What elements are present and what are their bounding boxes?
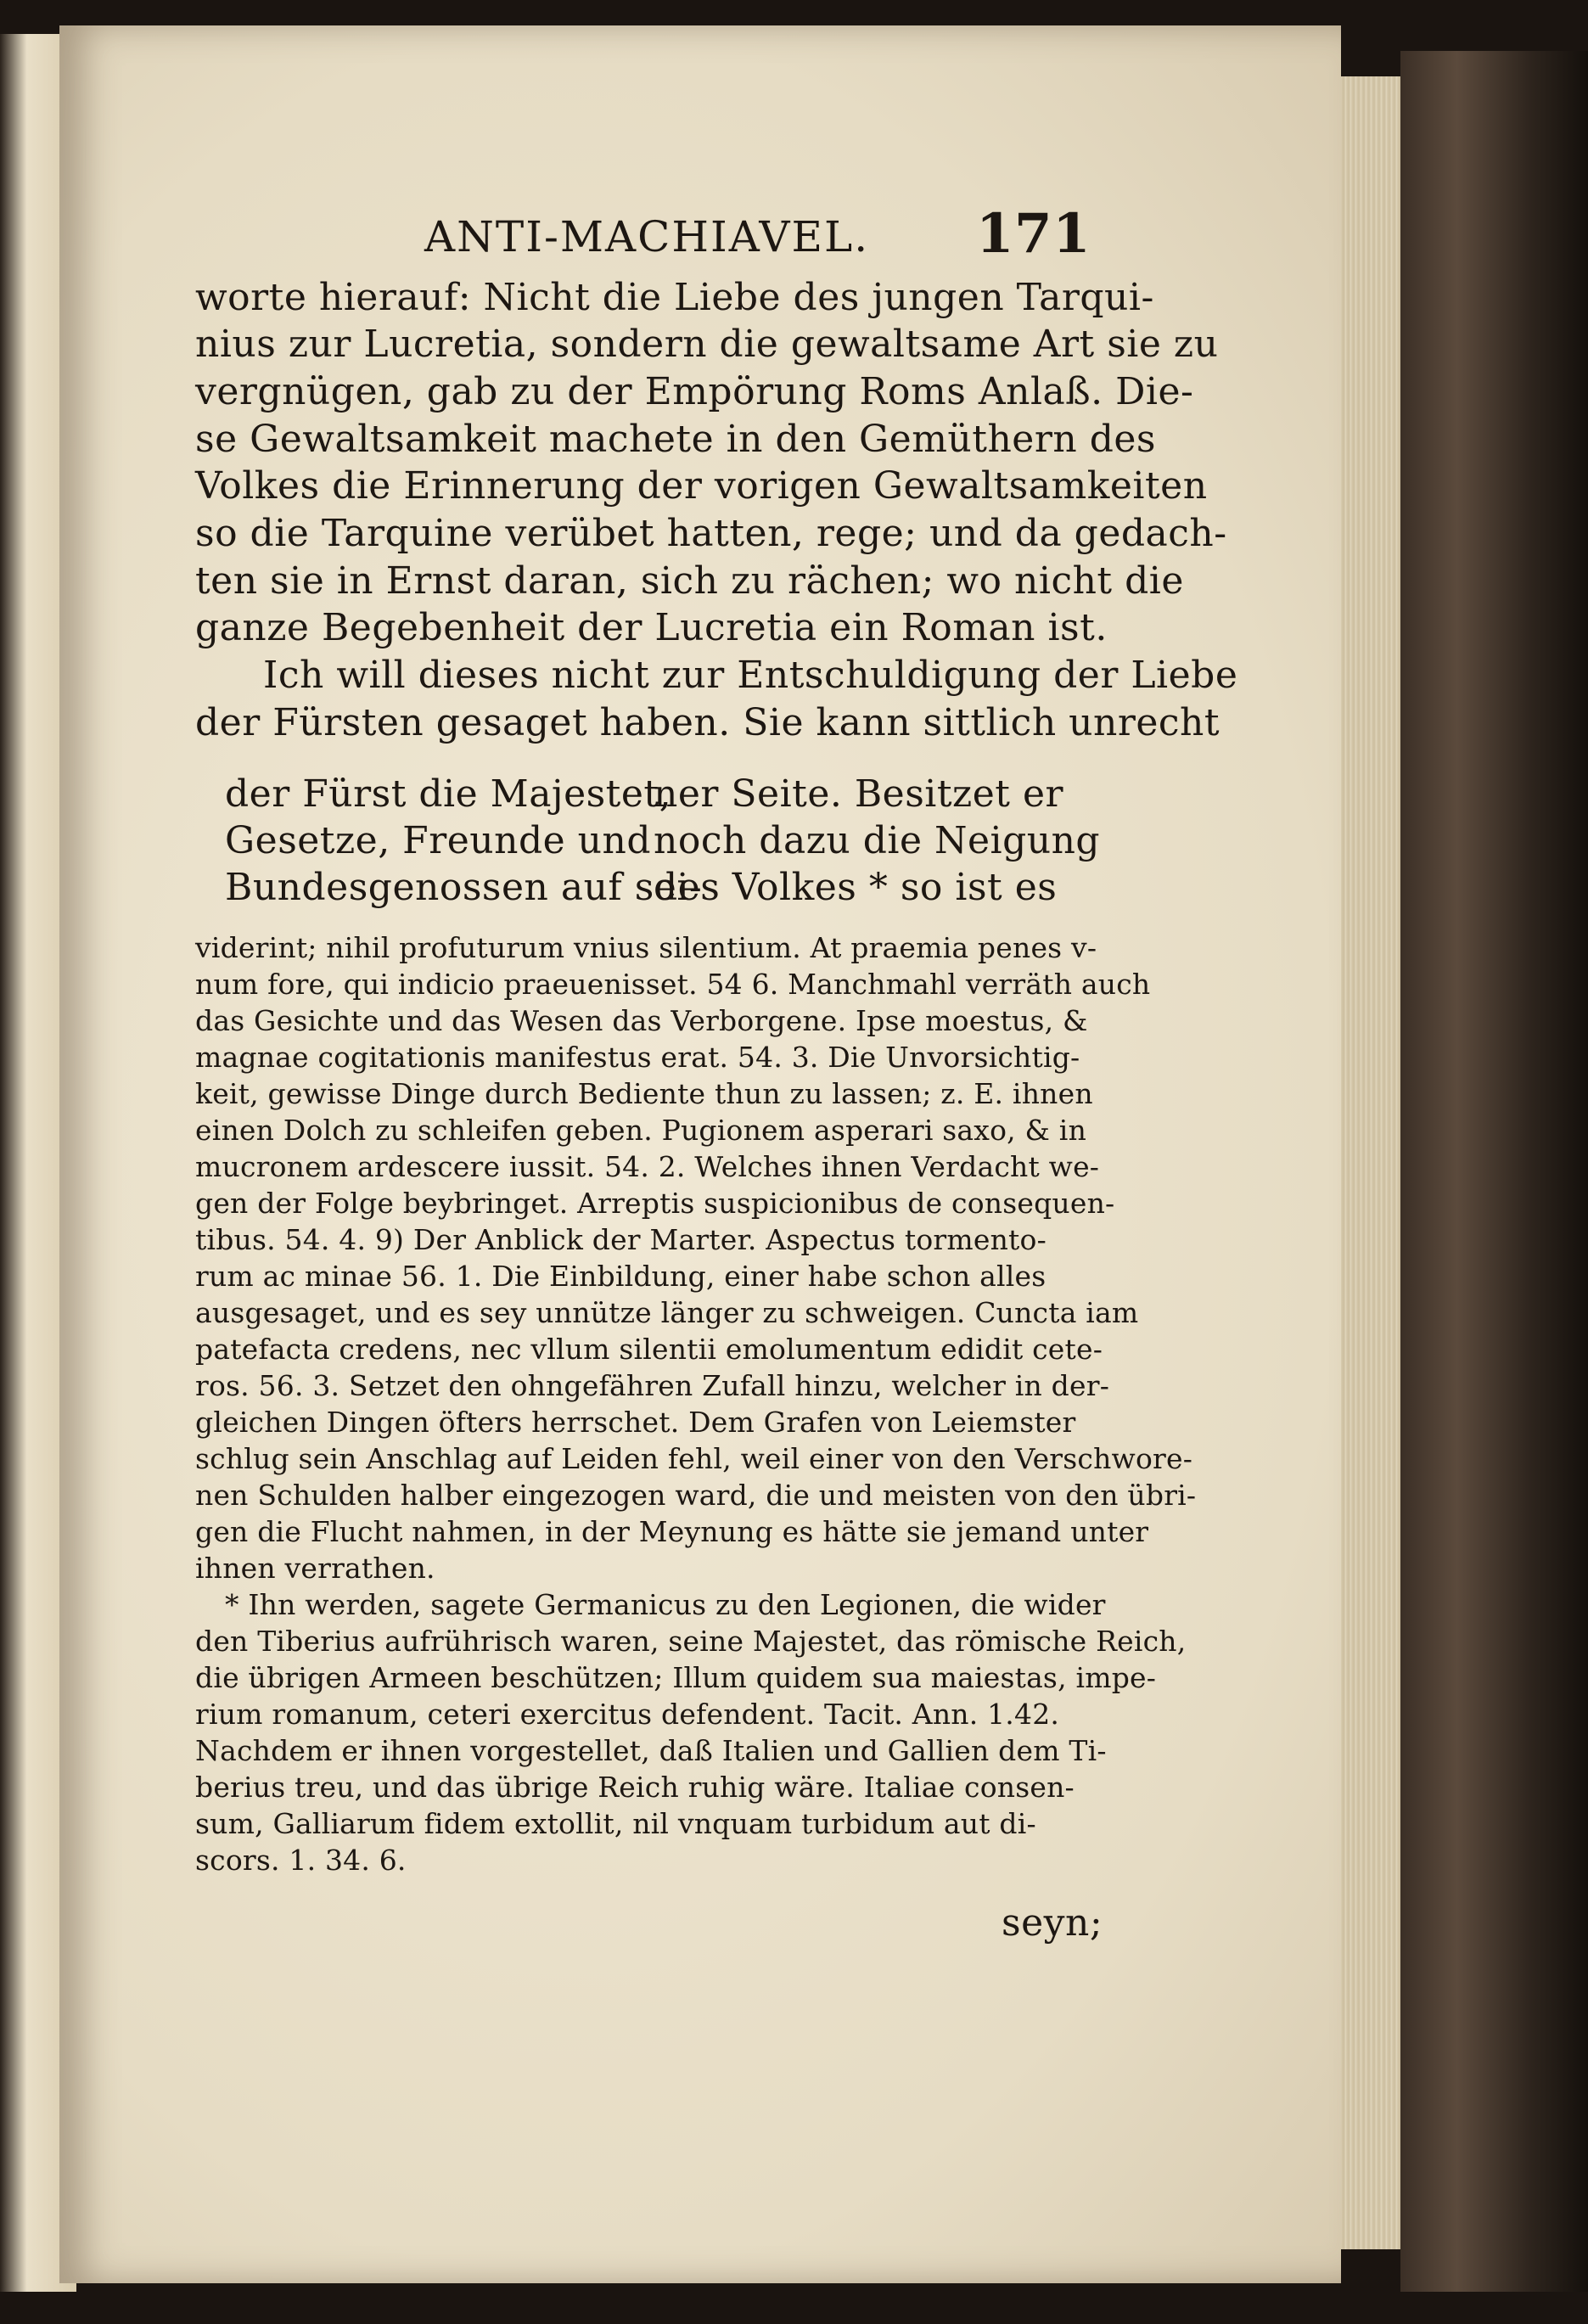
note-line: tibus. 54. 4. 9) Der Anblick der Marter. Aspectus tormento- <box>195 1223 1047 1256</box>
note-line: ihnen verrathen. <box>195 1552 435 1585</box>
page-number: 171 <box>976 202 1091 266</box>
note-line: ausgesaget, und es sey unnütze länger zu schweigen. Cuncta iam <box>195 1296 1139 1329</box>
note-line: berius treu, und das übrige Reich ruhig wäre. Italiae consen- <box>195 1771 1075 1804</box>
note-line: gen der Folge beybringet. Arreptis suspicionibus de consequen- <box>195 1187 1115 1220</box>
body-line: Volkes die Erinnerung der vorigen Gewaltsamkeiten <box>195 464 1208 508</box>
note-line: schlug sein Anschlag auf Leiden fehl, weil einer von den Verschwore- <box>195 1442 1193 1475</box>
body-line: nius zur Lucretia, sondern die gewaltsame Art sie zu <box>195 323 1219 366</box>
body-line: der Fürsten gesaget haben. Sie kann sittlich unrecht <box>195 701 1220 744</box>
body-line: Ich will dieses nicht zur Entschuldigung der Liebe <box>263 654 1238 697</box>
note-line: den Tiberius aufrührisch waren, seine Majestet, das römische Reich, <box>195 1625 1187 1658</box>
note-line: * Ihn werden, sagete Germanicus zu den Legionen, die wider <box>225 1588 1106 1621</box>
body-line: se Gewaltsamkeit machete in den Gemüthern des <box>195 418 1156 461</box>
note-line: keit, gewisse Dinge durch Bediente thun zu lassen; z. E. ihnen <box>195 1077 1093 1110</box>
note-line: scors. 1. 34. 6. <box>195 1844 407 1877</box>
note-line: sum, Galliarum fidem extollit, nil vnquam turbidum aut di- <box>195 1807 1036 1840</box>
right-column-line: noch dazu die Neigung <box>654 819 1101 862</box>
note-line: patefacta credens, nec vllum silentii emolumentum edidit cete- <box>195 1333 1103 1366</box>
note-line: num fore, qui indicio praeuenisset. 54 6. Manchmahl verräth auch <box>195 968 1151 1001</box>
note-line: die übrigen Armeen beschützen; Illum quidem sua maiestas, impe- <box>195 1661 1157 1694</box>
note-line: viderint; nihil profuturum vnius silentium. At praemia penes v- <box>195 931 1097 964</box>
body-line: ganze Begebenheit der Lucretia ein Roman ist. <box>195 606 1108 649</box>
right-column-line: ner Seite. Besitzet er <box>654 772 1064 816</box>
note-line: das Gesichte und das Wesen das Verborgene. Ipse moestus, & <box>195 1004 1088 1037</box>
note-line: ros. 56. 3. Setzet den ohngefähren Zufall hinzu, welcher in der- <box>195 1369 1110 1402</box>
note-line: gen die Flucht nahmen, in der Meynung es hätte sie jemand unter <box>195 1515 1149 1548</box>
note-line: Nachdem er ihnen vorgestellet, daß Italien und Gallien dem Ti- <box>195 1734 1107 1767</box>
body-line: ten sie in Ernst daran, sich zu rächen; wo nicht die <box>195 559 1184 603</box>
running-title: ANTI-MACHIAVEL. <box>424 212 870 261</box>
catchword: seyn; <box>1002 1901 1103 1945</box>
note-line: magnae cogitationis manifestus erat. 54. 3. Die Unvorsichtig- <box>195 1041 1080 1074</box>
left-column-line: Gesetze, Freunde und <box>225 819 651 862</box>
note-line: rum ac minae 56. 1. Die Einbildung, einer habe schon alles <box>195 1260 1047 1293</box>
note-line: nen Schulden halber eingezogen ward, die und meisten von den übri- <box>195 1479 1197 1512</box>
body-line: so die Tarquine verübet hatten, rege; und da gedach- <box>195 512 1227 555</box>
note-line: mucronem ardescere iussit. 54. 2. Welches ihnen Verdacht we- <box>195 1150 1100 1183</box>
body-line: worte hierauf: Nicht die Liebe des jungen Tarqui- <box>195 276 1154 319</box>
body-line: vergnügen, gab zu der Empörung Roms Anlaß. Die- <box>195 370 1194 413</box>
note-line: einen Dolch zu schleifen geben. Pugionem asperari saxo, & in <box>195 1114 1087 1147</box>
left-column-line: der Fürst die Majestet, <box>225 772 672 816</box>
right-column-line: des Volkes * so ist es <box>654 866 1058 909</box>
left-column-line: Bundesgenossen auf sei- <box>225 866 703 909</box>
note-line: rium romanum, ceteri exercitus defendent. Tacit. Ann. 1.42. <box>195 1698 1060 1731</box>
note-line: gleichen Dingen öfters herrschet. Dem Grafen von Leiemster <box>195 1406 1076 1439</box>
